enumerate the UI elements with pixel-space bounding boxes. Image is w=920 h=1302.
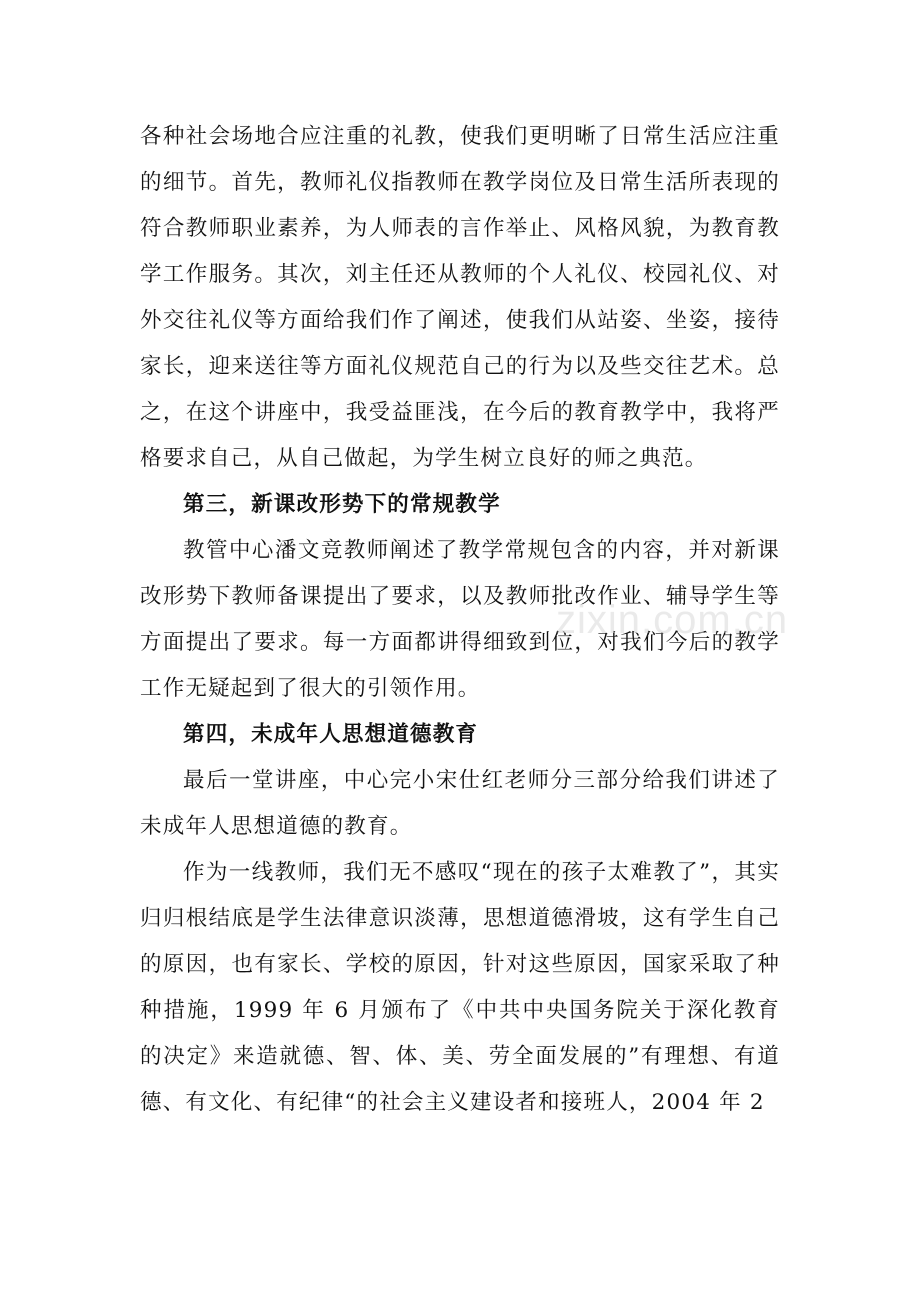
document-body: [140, 114, 780, 1126]
paragraph-last-lecture: 最后一堂讲座，中心完小宋仕红老师分三部分给我们讲述了未成年人思想道德的教育。: [140, 768, 780, 839]
section-heading-third: 第三，新课改形势下的常规教学: [183, 492, 501, 517]
paragraph-continuation: 各种社会场地合应注重的礼教，使我们更明晰了日常生活应注重的细节。首先，教师礼仪指教师在教学岗位及日常生活所表现的符合教师职业素养，为人师表的言作举止、风格风貌，为教育教学工作服务。其次，刘主任还从教师的个人礼仪、校园礼仪、对外交往礼仪等方面给我们作了阐述，使我们从站姿、坐姿，接待家长，迎来送往等方面礼仪规范自己的行为以及些交往艺术。总之，在这个讲座中，我受益匪浅，在今后的教育教学中，我将严格要求自己，从自己做起，为学生树立良好的师之典范。: [140, 124, 780, 471]
section-heading-fourth: 第四，未成年人思想道德教育: [183, 722, 479, 747]
watermark-text: zixin.com.cn: [556, 598, 789, 642]
paragraph-frontline-teacher: 作为一线教师，我们无不感叹“现在的孩子太难教了”，其实归归根结底是学生法律意识淡薄，思想道德滑坡，这有学生自己的原因，也有家长、学校的原因，针对这些原因，国家采取了种种措施，1999 年 6 月颁布了《中共中央国务院关于深化教育的决定》来造就德、智、体、美、劳全面发展的”有理想、有道德、有文化、有纪律“的社会主义建设者和接班人，2004 年 2: [140, 860, 780, 1115]
paragraph-routine-teaching: 教管中心潘文竞教师阐述了教学常规包含的内容，并对新课改形势下教师备课提出了要求，以及教师批改作业、辅导学生等方面提出了要求。每一方面都讲得细致到位，对我们今后的教学工作无疑起到了很大的引领作用。: [140, 538, 780, 701]
